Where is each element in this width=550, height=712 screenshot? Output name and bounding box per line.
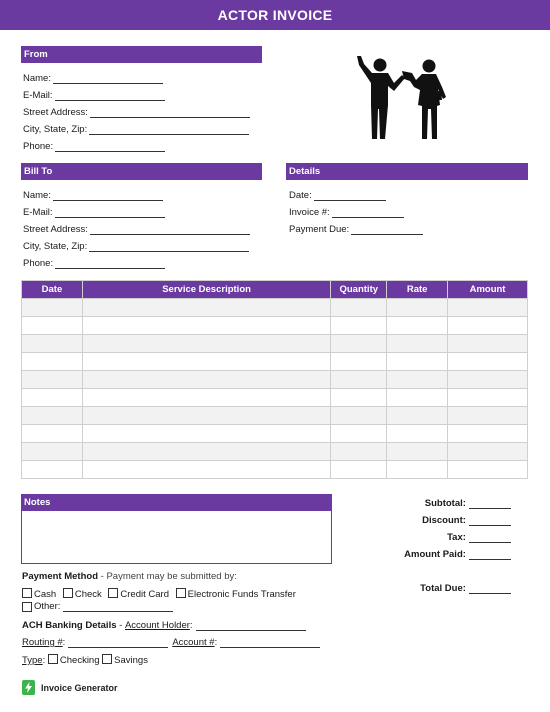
discount-field[interactable] [360,515,511,526]
account-holder-label: Account Holder [124,620,190,631]
ach-dash: - [116,620,125,631]
table-cell[interactable] [331,353,387,371]
table-cell[interactable] [448,407,528,425]
from-email-field[interactable] [23,90,165,101]
eft-option[interactable] [176,589,296,600]
credit-card-option[interactable] [108,589,169,600]
table-cell[interactable] [387,353,448,371]
line-items-table [21,280,528,479]
tax-field[interactable] [360,532,511,543]
table-cell[interactable] [82,425,330,443]
account-label: Account # [172,637,215,648]
table-cell[interactable] [82,461,330,479]
ach-label: ACH Banking Details [22,620,117,631]
routing-line[interactable] [68,638,168,648]
lightning-logo-icon [22,680,35,695]
bill-street-field[interactable] [23,224,250,235]
from-heading: From [21,46,262,63]
ach-row: ACH Banking Details - Account Holder : [22,620,306,631]
table-cell[interactable] [387,425,448,443]
credit-card-checkbox[interactable] [108,588,118,598]
account-holder-line[interactable] [196,621,306,631]
table-cell[interactable] [387,407,448,425]
table-row [22,425,528,443]
table-row [22,443,528,461]
table-cell[interactable] [82,371,330,389]
table-cell[interactable] [82,443,330,461]
table-cell[interactable] [331,407,387,425]
table-body [22,299,528,479]
bill-city-field[interactable] [23,241,249,252]
check-option[interactable] [63,589,102,600]
table-row [22,317,528,335]
discount-label: Discount: [422,515,466,526]
payment-method-heading [22,571,237,582]
other-option[interactable] [22,601,173,612]
cash-checkbox[interactable] [22,588,32,598]
table-cell[interactable] [22,353,83,371]
table-cell[interactable] [22,389,83,407]
bill-name-label: Name: [23,190,51,201]
bill-phone-label: Phone: [23,258,54,269]
table-cell[interactable] [82,335,330,353]
details-heading: Details [286,163,528,180]
table-cell[interactable] [331,371,387,389]
table-cell[interactable] [22,299,83,317]
table-cell[interactable] [448,425,528,443]
total-due-field[interactable] [360,583,511,594]
table-cell[interactable] [22,371,83,389]
other-label: Other: [34,601,61,612]
table-cell[interactable] [331,317,387,335]
from-street-label: Street Address: [23,107,88,118]
cash-option[interactable] [22,589,56,600]
table-row [22,371,528,389]
amount-paid-label: Amount Paid: [404,549,466,560]
table-cell[interactable] [331,443,387,461]
table-cell[interactable] [82,407,330,425]
from-name-label: Name: [23,73,51,84]
actor-figures-icon [354,53,452,141]
table-row [22,299,528,317]
from-city-field[interactable] [23,124,249,135]
payment-options [22,588,300,600]
notes-heading: Notes [21,494,332,511]
col-description-header: Service Description [82,281,330,299]
table-cell[interactable] [387,299,448,317]
table-cell[interactable] [22,425,83,443]
table-cell[interactable] [22,461,83,479]
table-cell[interactable] [22,407,83,425]
table-row [22,461,528,479]
bill-email-label: E-Mail: [23,207,53,218]
total-due-label: Total Due: [420,583,466,594]
table-cell[interactable] [387,461,448,479]
from-email-label: E-Mail: [23,90,53,101]
amount-paid-field[interactable] [360,549,511,560]
payment-due-field[interactable] [289,224,423,235]
eft-checkbox[interactable] [176,588,186,598]
table-cell[interactable] [82,389,330,407]
table-cell[interactable] [331,335,387,353]
credit-card-label: Credit Card [120,589,169,600]
table-row [22,353,528,371]
invoice-number-label: Invoice #: [289,207,330,218]
footer-brand [22,680,118,695]
brand-name: Invoice Generator [41,682,118,693]
routing-account-row: Routing # : Account # : [22,637,320,648]
savings-label: Savings [114,655,148,666]
subtotal-label: Subtotal: [424,498,466,509]
table-row [22,335,528,353]
payment-method-label: Payment Method [22,571,99,582]
routing-label: Routing # [22,637,63,648]
check-checkbox[interactable] [63,588,73,598]
col-quantity-header: Quantity [331,281,387,299]
bill-phone-field[interactable] [23,258,165,269]
table-cell[interactable] [82,353,330,371]
table-cell[interactable] [448,299,528,317]
table-header-row [22,281,528,299]
table-row [22,389,528,407]
account-line[interactable] [220,638,320,648]
col-amount-header: Amount [448,281,528,299]
bill-street-label: Street Address: [23,224,88,235]
checking-label: Checking [59,655,100,666]
tax-label: Tax: [447,532,466,543]
cash-label: Cash [34,589,57,600]
table-row [22,407,528,425]
table-cell[interactable] [22,317,83,335]
table-cell[interactable] [448,317,528,335]
from-city-label: City, State, Zip: [23,124,88,135]
notes-box[interactable] [21,494,332,564]
from-phone-field[interactable] [23,141,165,152]
invoice-number-field[interactable] [289,207,404,218]
payment-due-label: Payment Due: [289,224,350,235]
table-cell[interactable] [448,461,528,479]
table-cell[interactable] [331,389,387,407]
type-label: Type [22,655,43,666]
col-date-header: Date [22,281,83,299]
table-cell[interactable] [22,335,83,353]
table-cell[interactable] [387,389,448,407]
table-cell[interactable] [387,371,448,389]
account-type-row: Type: Checking Savings [22,655,148,666]
from-phone-label: Phone: [23,141,54,152]
invoice-title: ACTOR INVOICE [0,0,550,30]
table-cell[interactable] [82,299,330,317]
table-cell[interactable] [448,335,528,353]
table-cell[interactable] [331,425,387,443]
from-street-field[interactable] [23,107,250,118]
from-name-field[interactable] [23,73,163,84]
table-cell[interactable] [387,443,448,461]
bill-to-heading: Bill To [21,163,262,180]
savings-checkbox[interactable] [102,654,112,664]
date-field[interactable] [289,190,386,201]
bill-email-field[interactable] [23,207,165,218]
col-rate-header: Rate [387,281,448,299]
table-cell[interactable] [22,443,83,461]
check-label: Check [74,589,102,600]
eft-label: Electronic Funds Transfer [187,589,296,600]
table-cell[interactable] [448,353,528,371]
table-cell[interactable] [331,461,387,479]
checking-checkbox[interactable] [48,654,58,664]
table-cell[interactable] [387,317,448,335]
bill-name-field[interactable] [23,190,163,201]
bill-city-label: City, State, Zip: [23,241,88,252]
other-line[interactable] [63,602,173,612]
table-cell[interactable] [448,371,528,389]
table-cell[interactable] [82,317,330,335]
table-cell[interactable] [448,443,528,461]
subtotal-field[interactable] [360,498,511,509]
other-checkbox[interactable] [22,602,32,612]
table-cell[interactable] [387,335,448,353]
table-cell[interactable] [448,389,528,407]
table-cell[interactable] [331,299,387,317]
date-label: Date: [289,190,312,201]
payment-method-note: - Payment may be submitted by: [98,571,237,582]
